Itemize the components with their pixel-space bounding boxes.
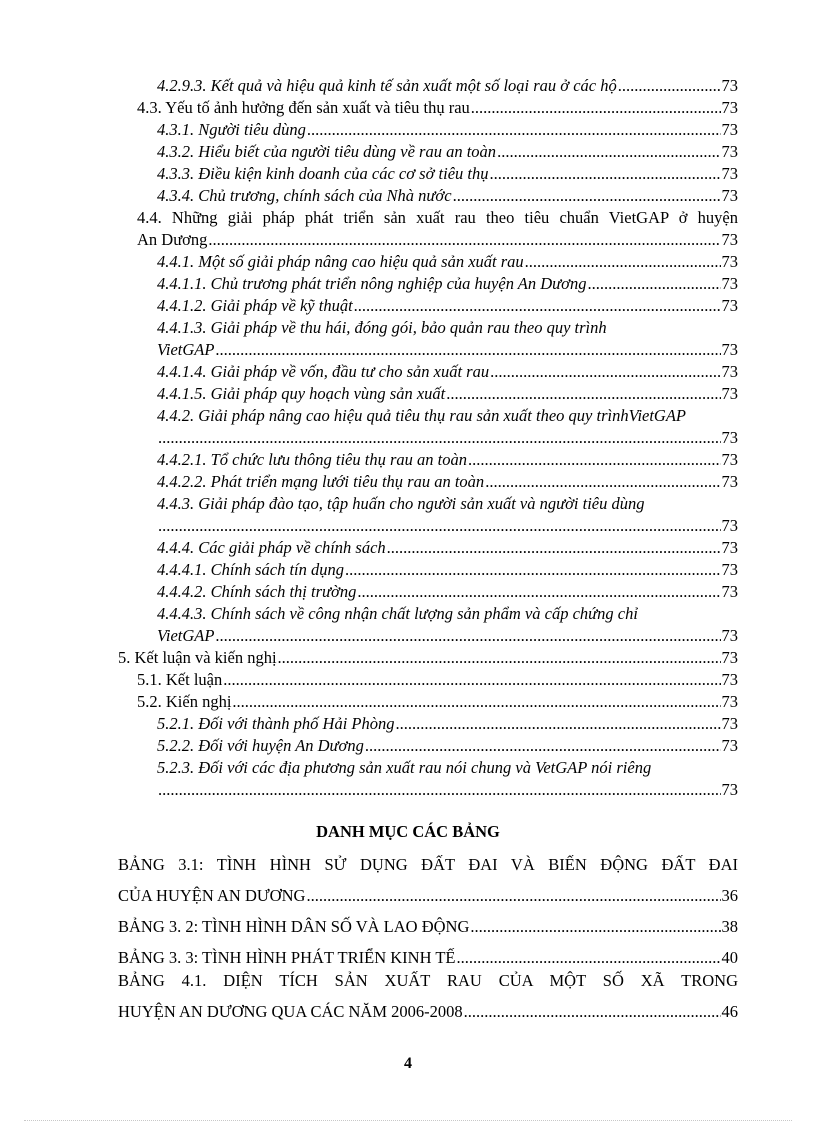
dot-leader xyxy=(158,515,721,537)
toc-entry-text: 4.2.9.3. Kết quả và hiệu quả kinh tế sản xuất một số loại rau ở các hộ xyxy=(157,76,617,95)
toc-entry-text: 4.3.2. Hiểu biết của người tiêu dùng về rau an toàn xyxy=(157,142,497,161)
toc-entry[interactable] xyxy=(157,757,738,779)
toc-entry-text: 4.4.1.5. Giải pháp quy hoạch vùng sản xuất xyxy=(157,384,446,403)
toc-entry[interactable] xyxy=(157,625,738,647)
table-entry-page: 40 xyxy=(721,948,738,967)
toc-entry-text: 4.4.1. Một số giải pháp nâng cao hiệu quả sản xuất rau xyxy=(157,252,524,271)
table-entry-text: BẢNG 3. 2: TÌNH HÌNH DÂN SỐ VÀ LAO ĐỘNG xyxy=(118,917,470,936)
dot-leader xyxy=(490,163,721,185)
toc-entry[interactable] xyxy=(157,713,738,735)
toc-entry-page: 73 xyxy=(721,736,738,755)
toc-entry[interactable] xyxy=(157,603,738,625)
toc-entry[interactable] xyxy=(157,141,738,163)
dot-leader xyxy=(158,427,721,449)
table-list-entry[interactable] xyxy=(118,885,738,907)
toc-entry-page: 73 xyxy=(721,142,738,161)
dot-leader xyxy=(446,383,720,405)
toc-entry-text: VietGAP xyxy=(157,626,215,645)
dot-leader xyxy=(587,273,720,295)
toc-entry-text: 4.4.3. Giải pháp đào tạo, tập huấn cho người sản xuất và người tiêu dùng xyxy=(157,494,645,513)
tables-list-heading: DANH MỤC CÁC BẢNG xyxy=(316,822,500,841)
dot-leader xyxy=(357,581,720,603)
toc-entry-page: 73 xyxy=(721,538,738,557)
toc-entry[interactable] xyxy=(157,581,738,603)
dot-leader xyxy=(470,916,720,938)
table-list-entry[interactable] xyxy=(118,1001,738,1023)
dot-leader xyxy=(453,185,721,207)
table-entry-page: 36 xyxy=(721,886,738,905)
dot-leader xyxy=(497,141,720,163)
toc-entry-page: 73 xyxy=(721,472,738,491)
toc-entry-text: 4.4. Những giải pháp phát triển sản xuất rau theo tiêu chuẩn VietGAP ở huyện xyxy=(137,208,738,227)
table-list-entry[interactable] xyxy=(118,947,738,969)
toc-entry[interactable] xyxy=(137,669,738,691)
dot-leader xyxy=(306,885,720,907)
toc-entry-text: 4.4.1.2. Giải pháp về kỹ thuật xyxy=(157,296,353,315)
toc-entry[interactable] xyxy=(157,427,738,449)
toc-entry-text: 4.3. Yếu tố ảnh hưởng đến sản xuất và tiêu thụ rau xyxy=(137,98,470,117)
toc-entry-page: 73 xyxy=(721,362,738,381)
toc-entry[interactable] xyxy=(157,779,738,801)
toc-entry[interactable] xyxy=(137,97,738,119)
toc-entry[interactable] xyxy=(157,471,738,493)
table-entry-page: 38 xyxy=(721,917,738,936)
dot-leader xyxy=(387,537,721,559)
table-entry-text: BẢNG 4.1. DIỆN TÍCH SẢN XUẤT RAU CỦA MỘT SỐ XÃ TRONG xyxy=(118,971,738,990)
toc-entry-page: 73 xyxy=(721,428,738,447)
toc-entry-text: VietGAP xyxy=(157,340,215,359)
dot-leader xyxy=(208,229,720,251)
toc-entry-text: 4.4.4. Các giải pháp về chính sách xyxy=(157,538,386,557)
toc-entry[interactable] xyxy=(157,559,738,581)
toc-entry[interactable] xyxy=(157,163,738,185)
toc-entry-text: 4.4.1.1. Chủ trương phát triển nông nghiệp của huyện An Dương xyxy=(157,274,587,293)
toc-entry[interactable] xyxy=(157,119,738,141)
toc-entry-page: 73 xyxy=(721,340,738,359)
toc-entry[interactable] xyxy=(137,691,738,713)
toc-entry[interactable] xyxy=(157,361,738,383)
toc-entry-text: 4.3.1. Người tiêu dùng xyxy=(157,120,306,139)
toc-entry[interactable] xyxy=(157,735,738,757)
toc-entry-page: 73 xyxy=(721,384,738,403)
toc-entry[interactable] xyxy=(157,515,738,537)
toc-entry-text: 5.2. Kiến nghị xyxy=(137,692,232,711)
table-entry-page: 46 xyxy=(721,1002,738,1021)
table-entry-text: HUYỆN AN DƯƠNG QUA CÁC NĂM 2006-2008 xyxy=(118,1002,463,1021)
toc-entry-text: 4.4.4.3. Chính sách về công nhận chất lượng sản phẩm và cấp chứng chỉ xyxy=(157,604,638,623)
toc-entry-page: 73 xyxy=(721,692,738,711)
dot-leader xyxy=(307,119,721,141)
toc-entry-page: 73 xyxy=(721,164,738,183)
dot-leader xyxy=(464,1001,721,1023)
toc-entry-text: 5.2.1. Đối với thành phố Hải Phòng xyxy=(157,714,395,733)
dot-leader xyxy=(456,947,720,969)
toc-entry-page: 73 xyxy=(721,450,738,469)
toc-entry-text: 4.3.4. Chủ trương, chính sách của Nhà nước xyxy=(157,186,452,205)
toc-entry-text: 5. Kết luận và kiến nghị xyxy=(118,648,277,667)
toc-entry[interactable] xyxy=(157,317,738,339)
toc-entry[interactable] xyxy=(157,273,738,295)
toc-entry-page: 73 xyxy=(721,186,738,205)
toc-entry[interactable] xyxy=(157,383,738,405)
toc-entry-page: 73 xyxy=(721,670,738,689)
dot-leader xyxy=(215,339,720,361)
toc-entry-page: 73 xyxy=(721,252,738,271)
toc-entry[interactable] xyxy=(157,295,738,317)
dot-leader xyxy=(468,449,721,471)
toc-entry[interactable] xyxy=(157,75,738,97)
toc-entry[interactable] xyxy=(157,405,738,427)
dot-leader xyxy=(354,295,721,317)
toc-entry-page: 73 xyxy=(721,98,738,117)
toc-entry-page: 73 xyxy=(721,780,738,799)
dot-leader xyxy=(158,779,721,801)
toc-entry-text: 5.1. Kết luận xyxy=(137,670,223,689)
table-entry-text: BẢNG 3.1: TÌNH HÌNH SỬ DỤNG ĐẤT ĐAI VÀ BIẾN ĐỘNG ĐẤT ĐAI xyxy=(118,855,738,874)
toc-entry[interactable] xyxy=(157,449,738,471)
toc-entry[interactable] xyxy=(157,251,738,273)
dot-leader xyxy=(396,713,721,735)
toc-entry-page: 73 xyxy=(721,582,738,601)
dot-leader xyxy=(471,97,721,119)
toc-entry-page: 73 xyxy=(721,296,738,315)
toc-entry-text: 4.4.4.2. Chính sách thị trường xyxy=(157,582,357,601)
table-entry-text: BẢNG 3. 3: TÌNH HÌNH PHÁT TRIỂN KINH TẾ xyxy=(118,948,456,967)
toc-entry-text: 4.3.3. Điều kiện kinh doanh của các cơ sở tiêu thụ xyxy=(157,164,489,183)
toc-entry[interactable] xyxy=(118,647,738,669)
toc-entry-text: 4.4.2. Giải pháp nâng cao hiệu quả tiêu thụ rau sản xuất theo quy trìnhVietGAP xyxy=(157,406,687,425)
dot-leader xyxy=(232,691,720,713)
toc-entry-text: 4.4.4.1. Chính sách tín dụng xyxy=(157,560,345,579)
toc-entry-page: 73 xyxy=(721,120,738,139)
dot-leader xyxy=(485,471,720,493)
dot-leader xyxy=(345,559,720,581)
table-list-entry[interactable] xyxy=(118,854,738,876)
toc-entry-page: 73 xyxy=(721,230,738,249)
toc-entry-page: 73 xyxy=(721,648,738,667)
toc-entry[interactable] xyxy=(157,537,738,559)
toc-entry-page: 73 xyxy=(721,76,738,95)
toc-entry-text: 4.4.1.3. Giải pháp về thu hái, đóng gói, bảo quản rau theo quy trình xyxy=(157,318,607,337)
toc-entry-text: 5.2.3. Đối với các địa phương sản xuất rau nói chung và VetGAP nói riêng xyxy=(157,758,652,777)
toc-entry[interactable] xyxy=(157,339,738,361)
toc-entry-text: 5.2.2. Đối với huyện An Dương xyxy=(157,736,364,755)
table-list-entry[interactable] xyxy=(118,916,738,938)
dot-leader xyxy=(618,75,721,97)
toc-entry[interactable] xyxy=(137,207,738,229)
toc-entry-page: 73 xyxy=(721,626,738,645)
dot-leader xyxy=(365,735,721,757)
dot-leader xyxy=(490,361,720,383)
toc-entry[interactable] xyxy=(157,185,738,207)
toc-entry-text: 4.4.1.4. Giải pháp về vốn, đầu tư cho sản xuất rau xyxy=(157,362,490,381)
page-number: 4 xyxy=(404,1055,412,1072)
dot-leader xyxy=(215,625,720,647)
toc-entry[interactable] xyxy=(157,493,738,515)
dot-leader xyxy=(525,251,721,273)
toc-entry-page: 73 xyxy=(721,516,738,535)
toc-entry-page: 73 xyxy=(721,274,738,293)
toc-entry-text: 4.4.2.2. Phát triển mạng lưới tiêu thụ rau an toàn xyxy=(157,472,485,491)
toc-entry-page: 73 xyxy=(721,560,738,579)
toc-entry-page: 73 xyxy=(721,714,738,733)
dot-leader xyxy=(223,669,720,691)
table-list-entry[interactable] xyxy=(118,970,738,992)
toc-entry[interactable] xyxy=(137,229,738,251)
table-entry-text: CỦA HUYỆN AN DƯƠNG xyxy=(118,886,306,905)
page-bottom-divider xyxy=(24,1120,792,1121)
dot-leader xyxy=(278,647,721,669)
toc-entry-text: An Dương xyxy=(137,230,208,249)
toc-entry-text: 4.4.2.1. Tổ chức lưu thông tiêu thụ rau an toàn xyxy=(157,450,467,469)
